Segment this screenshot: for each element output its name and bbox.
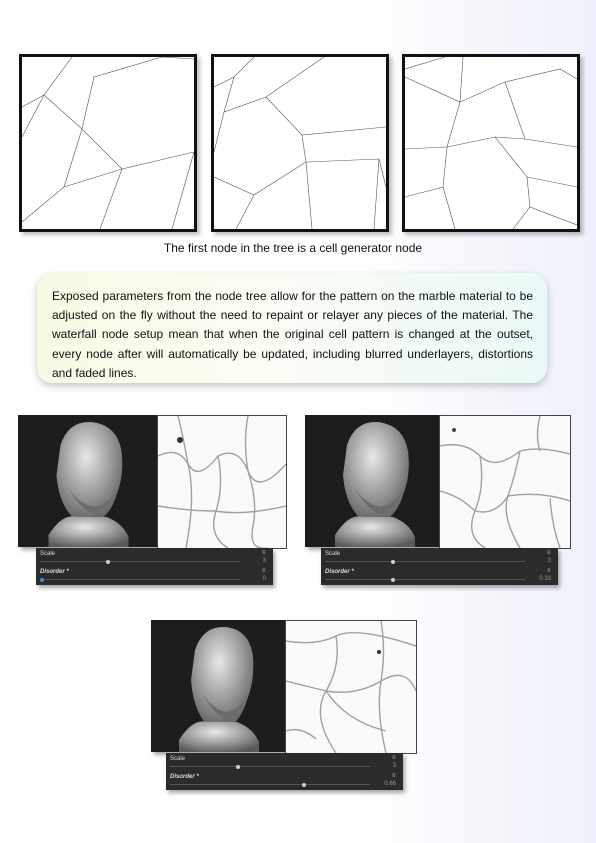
callout-box bbox=[37, 273, 547, 383]
disorder-label: Disorder * bbox=[40, 569, 69, 575]
disorder-slider-knob[interactable] bbox=[391, 578, 395, 582]
parameter-panel-1 bbox=[36, 548, 273, 585]
head-viewport-2 bbox=[305, 415, 441, 547]
marble-preview-1 bbox=[157, 415, 287, 549]
cell-pattern-3 bbox=[402, 54, 580, 232]
scale-slider-knob[interactable] bbox=[391, 560, 395, 564]
scale-label: Scale bbox=[170, 756, 186, 762]
sliders-icon[interactable]: ≡ bbox=[262, 568, 266, 574]
cell-pattern-1 bbox=[19, 54, 197, 232]
scale-slider[interactable] bbox=[40, 561, 240, 562]
sliders-icon[interactable]: ≡ bbox=[262, 550, 266, 556]
marble-preview-3 bbox=[285, 620, 417, 754]
disorder-slider[interactable] bbox=[40, 579, 240, 580]
scale-value[interactable]: 3 bbox=[392, 763, 396, 769]
cell-pattern-2 bbox=[211, 54, 389, 232]
scale-value[interactable]: 3 bbox=[262, 558, 266, 564]
parameter-panel-3 bbox=[166, 753, 403, 790]
disorder-slider-knob[interactable] bbox=[40, 578, 44, 582]
disorder-label: Disorder * bbox=[170, 774, 199, 780]
callout-text: Exposed parameters from the node tree allow for the pattern on the marble material to be adjusted on the fly without the need to repaint or relayer any pieces of the material. The waterfall node setup mean that when the original cell pattern is changed at the outset, every node after will automatically be updated, including blurred underlayers, distortions and faded lines. bbox=[52, 289, 533, 380]
sliders-icon[interactable]: ≡ bbox=[392, 755, 396, 761]
sliders-icon[interactable]: ≡ bbox=[547, 568, 551, 574]
head-viewport-1 bbox=[18, 415, 159, 547]
scale-label: Scale bbox=[325, 551, 341, 557]
scale-slider[interactable] bbox=[170, 766, 370, 767]
head-render bbox=[18, 415, 159, 547]
head-render bbox=[305, 415, 441, 547]
scale-slider[interactable] bbox=[325, 561, 525, 562]
scale-slider-knob[interactable] bbox=[236, 765, 240, 769]
sliders-icon[interactable]: ≡ bbox=[392, 773, 396, 779]
disorder-slider[interactable] bbox=[170, 784, 370, 785]
disorder-slider-knob[interactable] bbox=[302, 783, 306, 787]
disorder-label: Disorder * bbox=[325, 569, 354, 575]
disorder-value[interactable]: 0 bbox=[262, 576, 266, 582]
parameter-panel-2 bbox=[321, 548, 558, 585]
caption: The first node in the tree is a cell generator node bbox=[163, 241, 423, 255]
scale-label: Scale bbox=[40, 551, 56, 557]
head-viewport-3 bbox=[151, 620, 287, 752]
scale-value[interactable]: 3 bbox=[547, 558, 551, 564]
disorder-slider[interactable] bbox=[325, 579, 525, 580]
head-render bbox=[151, 620, 287, 752]
marble-preview-2 bbox=[439, 415, 571, 549]
scale-slider-knob[interactable] bbox=[106, 560, 110, 564]
sliders-icon[interactable]: ≡ bbox=[547, 550, 551, 556]
disorder-value[interactable]: 0.66 bbox=[384, 781, 396, 787]
disorder-value[interactable]: 0.33 bbox=[539, 576, 551, 582]
